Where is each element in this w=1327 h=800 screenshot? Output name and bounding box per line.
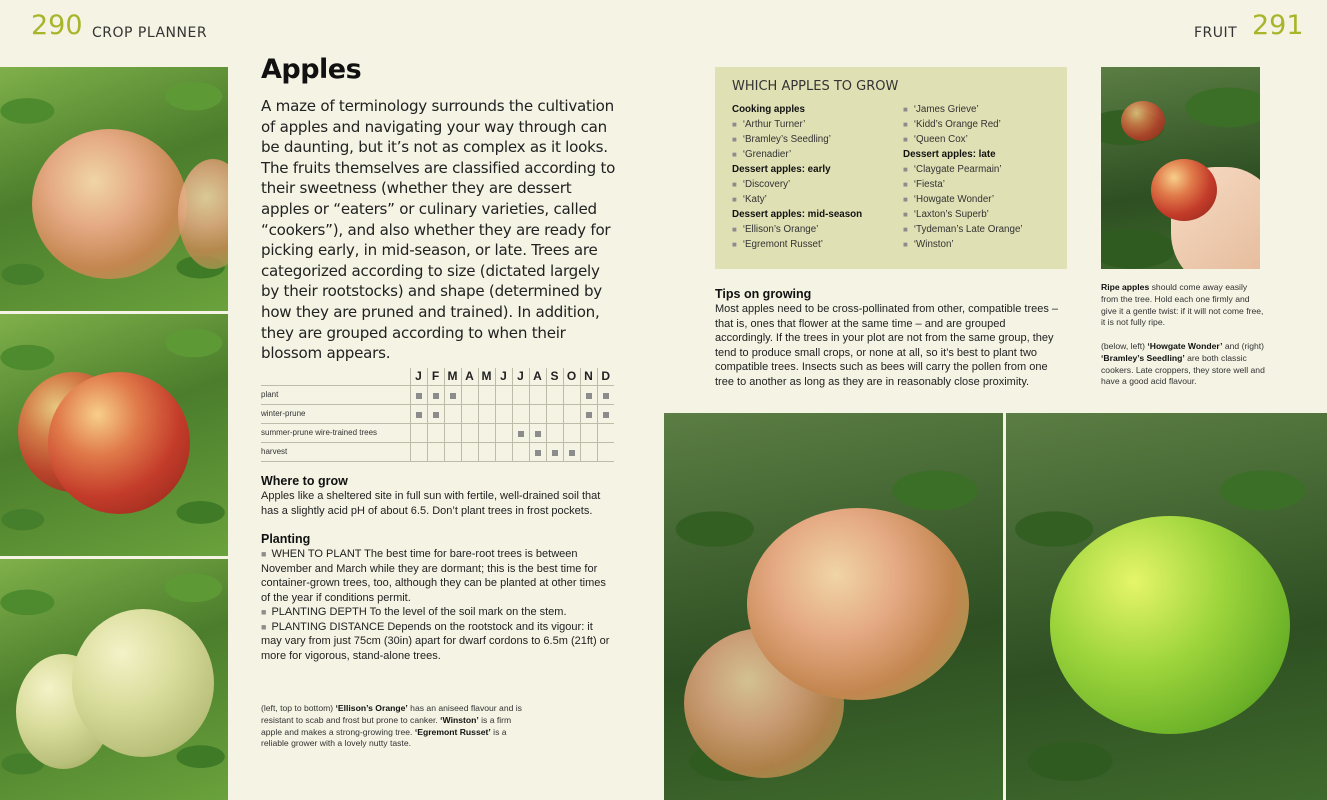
variety-group-heading: Dessert apples: late	[903, 149, 996, 160]
calendar-mark	[535, 450, 541, 456]
calendar-row-label: winter-prune	[261, 404, 410, 423]
left-running-head: CROP PLANNER	[92, 25, 208, 41]
calendar-cell	[580, 423, 597, 442]
photo-winston	[0, 314, 228, 556]
apple-image	[32, 129, 187, 279]
calendar-cell	[563, 385, 580, 404]
apple-image	[1121, 101, 1165, 141]
calendar-row	[261, 442, 614, 461]
variety-item: ■ ‘Discovery’	[732, 177, 862, 192]
calendar-body	[261, 385, 614, 461]
planting-item: ■ WHEN TO PLANT The best time for bare-root trees is between November and March while they are dormant; this is the best time for container-grown trees, too, although they can be planted at other times of the year if conditions permit.	[261, 547, 616, 605]
month-label: J	[410, 368, 427, 385]
caption-text: is a firm apple and makes a strong-growing tree.	[261, 714, 512, 737]
calendar-mark	[518, 431, 524, 437]
calendar-cell	[461, 423, 478, 442]
page-title: Apples	[261, 54, 362, 85]
calendar-cell	[461, 404, 478, 423]
caption-text: and (right)	[1222, 341, 1265, 351]
calendar-cell	[478, 404, 495, 423]
calendar-cell	[597, 404, 614, 423]
calendar-row	[261, 404, 614, 423]
caption-variety: ‘Winston’	[440, 714, 479, 725]
calendar-cell	[529, 404, 546, 423]
caption-variety: ‘Egremont Russet’	[414, 726, 491, 737]
calendar-mark	[603, 412, 609, 418]
calendar-cell	[444, 442, 461, 461]
calendar-cell	[495, 385, 512, 404]
calendar-cell	[512, 442, 529, 461]
calendar-mark	[450, 393, 456, 399]
calendar-cell	[580, 404, 597, 423]
calendar-cell	[529, 385, 546, 404]
calendar-mark	[416, 412, 422, 418]
month-label: A	[529, 368, 546, 385]
caption-text: (below, left)	[1101, 341, 1148, 351]
calendar-cell	[444, 404, 461, 423]
apple-image	[178, 159, 228, 269]
variety-item: ■ ‘Queen Cox’	[903, 132, 1023, 147]
variety-item: ■ ‘Howgate Wonder’	[903, 192, 1023, 207]
variety-item: ■ ‘Tydeman’s Late Orange’	[903, 222, 1023, 237]
month-label: F	[427, 368, 444, 385]
right-running-head: FRUIT	[1194, 25, 1238, 41]
caption-text: are both classic cookers. Late croppers, they store well and have a good acid flavour.	[1101, 352, 1265, 387]
calendar-mark	[569, 450, 575, 456]
ripe-apples-caption	[1101, 282, 1266, 329]
caption-text: (left, top to bottom)	[261, 703, 336, 713]
apple-image	[48, 372, 190, 514]
calendar-row	[261, 385, 614, 404]
calendar-cell	[444, 423, 461, 442]
caption-variety: ‘Ellison’s Orange’	[335, 703, 408, 713]
left-page-number: 290	[31, 10, 83, 41]
planting-calendar	[261, 368, 614, 462]
calendar-cell	[512, 423, 529, 442]
apple-image	[1151, 159, 1217, 221]
month-label: S	[546, 368, 563, 385]
month-label: M	[444, 368, 461, 385]
where-heading: Where to grow	[261, 474, 348, 488]
variety-item: ■ ‘Bramley’s Seedling’	[732, 132, 862, 147]
calendar-cell	[444, 385, 461, 404]
box-column-2	[903, 102, 1023, 252]
calendar-mark	[552, 450, 558, 456]
apple-image	[747, 508, 969, 700]
variety-item: ■ ‘Laxton’s Superb’	[903, 207, 1023, 222]
calendar-cell	[461, 385, 478, 404]
calendar-cell	[478, 442, 495, 461]
calendar-mark	[586, 393, 592, 399]
photo-bramleys-seedling	[1006, 413, 1327, 800]
caption-text: should come away easily from the tree. Hold each one firmly and give it a gentle twist: if it will not come free, it is not fully ripe.	[1101, 282, 1264, 328]
calendar-cell	[410, 442, 427, 461]
calendar-cell	[495, 423, 512, 442]
calendar-row-label: harvest	[261, 442, 410, 461]
calendar-mark	[433, 412, 439, 418]
calendar-cell	[546, 404, 563, 423]
variety-item: ■ ‘Katy’	[732, 192, 862, 207]
month-label: J	[512, 368, 529, 385]
which-apples-box	[715, 67, 1067, 269]
calendar-mark	[603, 393, 609, 399]
caption-text: is a reliable grower with a lovely nutty taste.	[261, 726, 507, 749]
box-column-1	[732, 102, 862, 252]
calendar-cell	[512, 385, 529, 404]
calendar-cell	[410, 385, 427, 404]
calendar-mark	[586, 412, 592, 418]
calendar-cell	[495, 404, 512, 423]
variety-item: ■ ‘Ellison’s Orange’	[732, 222, 862, 237]
month-label: D	[597, 368, 614, 385]
photo-howgate-wonder	[664, 413, 1003, 800]
calendar-row	[261, 423, 614, 442]
cookers-caption	[1101, 341, 1266, 388]
calendar-cell	[427, 385, 444, 404]
caption-variety: ‘Howgate Wonder’	[1147, 341, 1223, 351]
variety-item: ■ ‘James Grieve’	[903, 102, 1023, 117]
calendar-cell	[427, 442, 444, 461]
calendar-cell	[546, 385, 563, 404]
calendar-cell	[512, 404, 529, 423]
box-title: WHICH APPLES TO GROW	[732, 79, 899, 94]
photo-ellisons-orange	[0, 67, 228, 311]
caption-lead: Ripe apples	[1101, 282, 1150, 292]
intro-paragraph: A maze of terminology surrounds the cultivation of apples and navigating your way through can be daunting, but it’s not as complex as it looks. The fruits themselves are classified according to their sweetness (whether they are dessert apples or “eaters” or culinary varieties, called “cookers”), and also whether they are ready for picking early, in mid-season, or late. Trees are categorized according to size (dictated largely by their rootstocks) and shape (determined by how they are pruned and trained). In addition, they are grouped according to when their blossom appears.	[261, 97, 616, 363]
calendar-row-label: summer-prune wire-trained trees	[261, 423, 410, 442]
tips-text: Most apples need to be cross-pollinated from other, compatible trees – that is, ones that flower at the same time – and are grouped accordingly. If the trees in your plot are not from the same group, they tend to produce small crops, or none at all, so it’s best to plant two compatible trees. Insects such as bees will carry the pollen from one tree to another as long as they are in reasonably close proximity.	[715, 303, 1059, 388]
calendar-cell	[580, 442, 597, 461]
month-label: A	[461, 368, 478, 385]
calendar-corner	[261, 368, 410, 385]
caption-text: has an aniseed flavour and is resistant to scab and frost but prone to canker.	[261, 703, 522, 725]
variety-group-heading: Dessert apples: mid-season	[732, 209, 863, 220]
photo-egremont-russet	[0, 559, 228, 800]
left-photo-caption	[261, 703, 531, 750]
variety-item: ■ ‘Fiesta’	[903, 177, 1023, 192]
calendar-cell	[427, 404, 444, 423]
planting-item: ■ PLANTING DEPTH To the level of the soil mark on the stem.	[261, 605, 616, 620]
planting-list	[261, 547, 616, 663]
photo-ripe-apple-picking	[1101, 67, 1260, 269]
calendar-cell	[597, 385, 614, 404]
variety-group-heading: Dessert apples: early	[732, 164, 831, 175]
variety-item: ■ ‘Claygate Pearmain’	[903, 162, 1023, 177]
calendar-cell	[580, 385, 597, 404]
planting-item: ■ PLANTING DISTANCE Depends on the rootstock and its vigour: it may vary from just 75cm (30in) apart for dwarf cordons to 6.5m (21ft) or more for vigorous, stand-alone trees.	[261, 620, 616, 664]
calendar-cell	[546, 423, 563, 442]
variety-item: ■ ‘Egremont Russet’	[732, 237, 862, 252]
calendar-cell	[529, 442, 546, 461]
caption-variety: ‘Bramley’s Seedling’	[1101, 352, 1185, 363]
calendar-cell	[427, 423, 444, 442]
month-label: O	[563, 368, 580, 385]
calendar-cell	[529, 423, 546, 442]
calendar-cell	[563, 442, 580, 461]
calendar-cell	[410, 423, 427, 442]
month-label: N	[580, 368, 597, 385]
calendar-mark	[416, 393, 422, 399]
variety-item: ■ ‘Kidd’s Orange Red’	[903, 117, 1023, 132]
calendar-mark	[433, 393, 439, 399]
calendar-row-label: plant	[261, 385, 410, 404]
month-label: J	[495, 368, 512, 385]
calendar-cell	[597, 442, 614, 461]
calendar-cell	[546, 442, 563, 461]
calendar-cell	[495, 442, 512, 461]
apple-image	[72, 609, 214, 757]
calendar-cell	[410, 404, 427, 423]
variety-item: ■ ‘Winston’	[903, 237, 1023, 252]
variety-item: ■ ‘Arthur Turner’	[732, 117, 862, 132]
calendar-cell	[563, 423, 580, 442]
variety-item: ■ ‘Grenadier’	[732, 147, 862, 162]
calendar-mark	[535, 431, 541, 437]
calendar-cell	[597, 423, 614, 442]
calendar-cell	[478, 385, 495, 404]
apple-image	[1050, 516, 1290, 734]
calendar-cell	[461, 442, 478, 461]
calendar-cell	[563, 404, 580, 423]
planting-heading: Planting	[261, 532, 311, 546]
right-page-number: 291	[1252, 10, 1304, 41]
where-text: Apples like a sheltered site in full sun with fertile, well-drained soil that has a slightly acid pH of about 6.5. Don’t plant trees in frost pockets.	[261, 490, 601, 517]
month-label: M	[478, 368, 495, 385]
calendar-header-row	[261, 368, 614, 385]
tips-heading: Tips on growing	[715, 287, 812, 301]
variety-group-heading: Cooking apples	[732, 104, 805, 115]
calendar-cell	[478, 423, 495, 442]
